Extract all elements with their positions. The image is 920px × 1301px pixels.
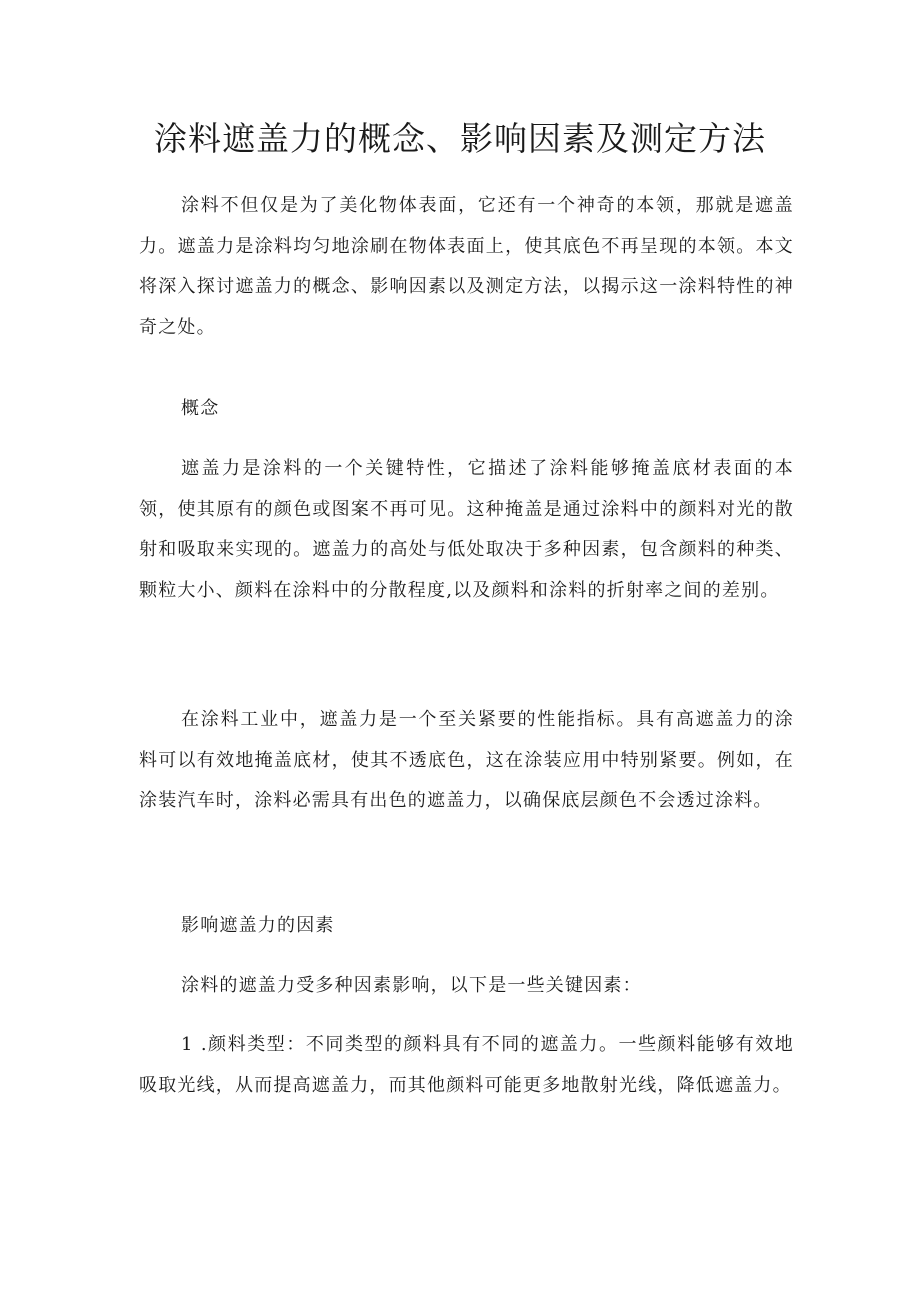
section-heading-factors: 影响遮盖力的因素 — [181, 915, 335, 936]
section-heading-concept: 概念 — [181, 398, 220, 419]
concept-paragraph-2: 在涂料工业中，遮盖力是一个至关紧要的性能指标。具有高遮盖力的涂料可以有效地掩盖底材，使其不透底色，这在涂装应用中特别紧要。例如，在涂装汽车时，涂料必需具有出色的遮盖力，以确保底层颜色不会透过涂料。 — [139, 709, 794, 811]
concept-paragraph-1: 遮盖力是涂料的一个关键特性，它描述了涂料能够掩盖底材表面的本领，使其原有的颜色或图案不再可见。这种掩盖是通过涂料中的颜料对光的散射和吸取来实现的。遮盖力的高处与低处取决于多种因素，包含颜料的种类、颗粒大小、颜料在涂料中的分散程度,以及颜料和涂料的折射率之间的差别。 — [139, 458, 794, 601]
document-title: 涂料遮盖力的概念、影响因素及测定方法 — [154, 119, 766, 158]
factors-intro-paragraph: 涂料的遮盖力受多种因素影响，以下是一些关键因素： — [181, 975, 642, 996]
factor-item-1: 1 .颜料类型：不同类型的颜料具有不同的遮盖力。一些颜料能够有效地吸取光线，从而提高遮盖力，而其他颜料可能更多地散射光线，降低遮盖力。 — [139, 1034, 794, 1096]
intro-paragraph: 涂料不但仅是为了美化物体表面，它还有一个神奇的本领，那就是遮盖力。遮盖力是涂料均匀地涂刷在物体表面上，使其底色不再呈现的本领。本文将深入探讨遮盖力的概念、影响因素以及测定方法，以揭示这一涂料特性的神奇之处。 — [139, 195, 794, 338]
